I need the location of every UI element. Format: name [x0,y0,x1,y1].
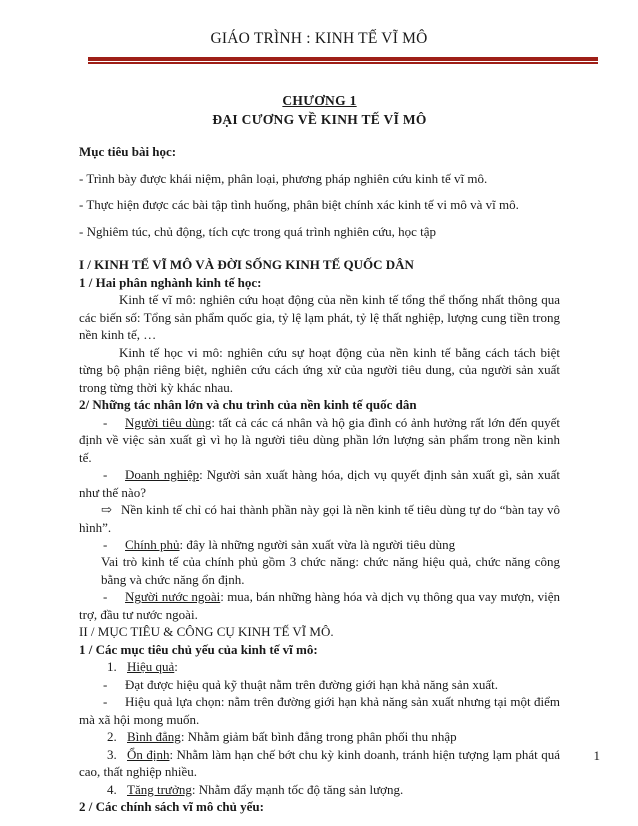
list-number-3: 3. [107,746,117,762]
micro-definition-paragraph: Kinh tế học vi mô: nghiên cứu sự hoạt động của nền kinh tế bằng cách tách biệt từng bộ phận riêng biệt, nghiên cứu cách ứng xử của người tiêu dung, của người sản xuất trong từng thời kỳ khác nhau. [79,344,560,395]
objective-item-2: - Thực hiện được các bài tập tình huống, phân biệt chính xác kinh tế vi mô và vĩ mô. [79,197,519,213]
goal-efficiency [79,658,560,675]
actor-enterprise-text: : Người sản xuất hàng hóa, dịch vụ quyết định sản xuất gì, sản xuất như thế nào? [79,467,560,500]
list-number-1: 1. [107,659,117,675]
section-1-heading: I / KINH TẾ VĨ MÔ VÀ ĐỜI SỐNG KINH TẾ QUỐC DÂN [79,257,414,273]
dash-bullet-icon: - [103,467,108,483]
dash-bullet-icon: - [103,537,108,552]
goal-stability-term: Ổn định [127,746,170,762]
invisible-hand-note [79,501,560,536]
actor-government-term: Chính phủ [125,537,180,552]
header-divider-rule [88,57,598,64]
goal-equality [79,728,560,745]
document-body [79,92,560,816]
list-number-2: 2. [107,729,117,745]
list-number-4: 4. [107,781,117,797]
page-number: 1 [593,748,600,763]
actor-enterprise [79,466,560,501]
section-2-sub-1-heading: 1 / Các mục tiêu chủ yếu của kinh tế vĩ mô: [79,641,318,657]
chapter-title: ĐẠI CƯƠNG VỀ KINH TẾ VĨ MÔ [212,112,427,128]
invisible-hand-note-text: Nền kinh tế chỉ có hai thành phần này gọi là nền kinh tế tiêu dùng tự do “bàn tay vô hình”. [79,502,560,535]
objective-item-3: - Nghiêm túc, chủ động, tích cực trong quá trình nghiên cứu, học tập [79,223,437,239]
header-title: GIÁO TRÌNH : KINH TẾ VĨ MÔ [210,30,428,47]
government-role-paragraph: Vai trò kinh tế của chính phủ gồm 3 chức năng: chức năng hiệu quả, chức năng công bằng và chức năng ổn định. [101,554,560,587]
goal-efficiency-text: : [174,659,178,675]
macro-definition-paragraph: Kinh tế vĩ mô: nghiên cứu hoạt động của nền kinh tế tổng thể thống nhất thông qua các biến số: Tổng sản phẩm quốc gia, tỷ lệ lạm phát, tỷ lệ thất nghiệp, lượng cung tiền trong nền kinh tế, … [79,292,560,343]
dash-bullet-icon: - [103,676,108,692]
actor-foreigner [79,588,560,623]
actor-foreigner-term: Người nước ngoài [125,589,221,605]
section-2-heading: II / MỤC TIÊU & CÔNG CỤ KINH TẾ VĨ MÔ. [79,624,334,640]
goal-efficiency-term: Hiệu quả [127,659,175,675]
efficiency-bullet-2 [79,693,560,728]
dash-bullet-icon: - [103,589,108,605]
goal-growth [79,781,560,798]
chapter-title-block [79,92,560,129]
efficiency-bullet-1 [79,676,560,693]
goal-growth-text: : Nhằm đẩy mạnh tốc độ tăng sản lượng. [191,781,404,797]
goal-stability-text: : Nhằm làm hạn chế bớt chu kỳ kinh doanh, tránh hiện tượng lạm phát quá cao, thất nghiệp nhiều. [79,746,560,780]
efficiency-bullet-2-text: Hiệu quả lựa chọn: nằm trên đường giới hạn khả năng sản xuất nhưng tại một điểm mà xã hội mong muốn. [79,694,560,727]
actor-consumer-text: : tất cả các cá nhân và hộ gia đình có ảnh hưởng rất lớn đến quyết định về việc sản xuất gì vì họ là người tiêu dùng phần lớn lượng sản phẩm trong nền kinh tế. [79,414,561,465]
actor-consumer [79,414,560,466]
rightwards-arrow-icon: ⇨ [101,502,112,518]
actor-government-text: : đây là những người sản xuất vừa là người tiêu dùng [179,537,456,552]
actor-government [79,536,560,553]
goal-equality-term: Bình đẳng [127,729,181,745]
objectives-heading: Mục tiêu bài học: [79,144,177,160]
section-1-sub-2-heading: 2/ Những tác nhân lớn và chu trình của nền kinh tế quốc dân [79,397,417,413]
actor-consumer-term: Người tiêu dùng [125,414,212,430]
chapter-number: CHƯƠNG 1 [282,93,357,108]
dash-bullet-icon: - [103,414,108,430]
objective-item-1: - Trình bày được khái niệm, phân loại, phương pháp nghiên cứu kinh tế vĩ mô. [79,170,488,186]
actor-foreigner-text: : mua, bán những hàng hóa và dịch vụ thông qua vay mượn, viện trợ, đầu tư nước ngoài. [79,589,560,622]
actor-enterprise-term: Doanh nghiệp [125,467,200,483]
document-header [0,30,638,48]
goal-growth-term: Tăng trưởng [127,781,192,797]
goal-equality-text: : Nhằm giảm bất bình đẳng trong phân phối thu nhập [180,729,457,745]
section-1-sub-1-heading: 1 / Hai phân nghành kinh tế học: [79,274,262,290]
dash-bullet-icon: - [103,694,108,710]
efficiency-bullet-1-text: Đạt được hiệu quả kỹ thuật nằm trên đường giới hạn khả năng sản xuất. [125,676,498,692]
section-2-sub-2-heading: 2 / Các chính sách vĩ mô chủ yếu: [79,799,264,815]
